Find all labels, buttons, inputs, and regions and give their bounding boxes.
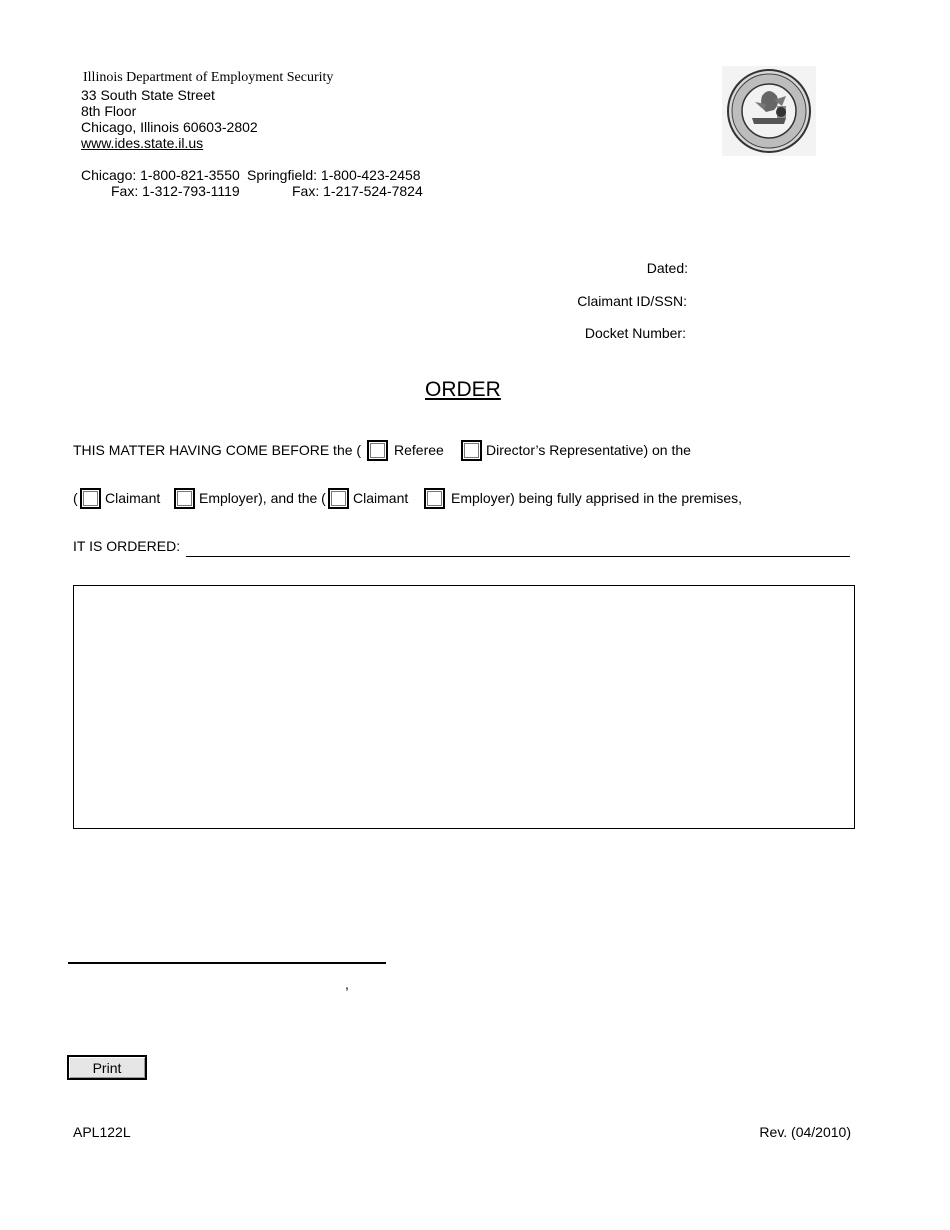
referee-checkbox[interactable] [367, 440, 388, 461]
chicago-fax: Fax: 1-312-793-1119 [111, 183, 240, 199]
address-street: 33 South State Street [81, 87, 215, 103]
claimant-label-2: Claimant [353, 490, 409, 506]
chicago-phone: Chicago: 1-800-821-3550 [81, 167, 240, 183]
matter-intro-text: THIS MATTER HAVING COME BEFORE the ( [73, 442, 362, 458]
springfield-phone: Springfield: 1-800-423-2458 [247, 167, 421, 183]
directors-rep-checkbox[interactable] [461, 440, 482, 461]
ordered-input-line[interactable] [186, 556, 850, 557]
directors-rep-label: Director’s Representative) on the [486, 442, 691, 458]
referee-label: Referee [394, 442, 444, 458]
claimant-label-1: Claimant [105, 490, 161, 506]
it-is-ordered-label: IT IS ORDERED: [73, 538, 181, 554]
springfield-fax: Fax: 1-217-524-7824 [292, 183, 423, 199]
agency-name: Illinois Department of Employment Security [83, 70, 334, 85]
claimant-checkbox-2[interactable] [328, 488, 349, 509]
address-city: Chicago, Illinois 60603-2802 [81, 119, 258, 135]
signature-comma: , [345, 976, 349, 992]
state-seal-icon [722, 66, 816, 156]
website-link[interactable]: www.ides.state.il.us [81, 135, 204, 151]
claimant-id-label: Claimant ID/SSN: [577, 293, 687, 309]
signature-line[interactable] [68, 962, 386, 964]
docket-number-label: Docket Number: [584, 325, 686, 341]
employer-label-1: Employer), and the ( [199, 490, 326, 506]
open-paren: ( [73, 490, 78, 506]
employer-label-2: Employer) being fully apprised in the premises, [451, 490, 743, 506]
employer-checkbox-1[interactable] [174, 488, 195, 509]
revision-date: Rev. (04/2010) [759, 1124, 851, 1140]
form-id: APL122L [73, 1124, 131, 1140]
dated-label: Dated: [646, 260, 688, 276]
page-title: ORDER [425, 378, 501, 401]
print-button[interactable]: Print [67, 1055, 147, 1080]
address-floor: 8th Floor [81, 103, 137, 119]
order-text-area[interactable] [73, 585, 855, 829]
employer-checkbox-2[interactable] [424, 488, 445, 509]
claimant-checkbox-1[interactable] [80, 488, 101, 509]
